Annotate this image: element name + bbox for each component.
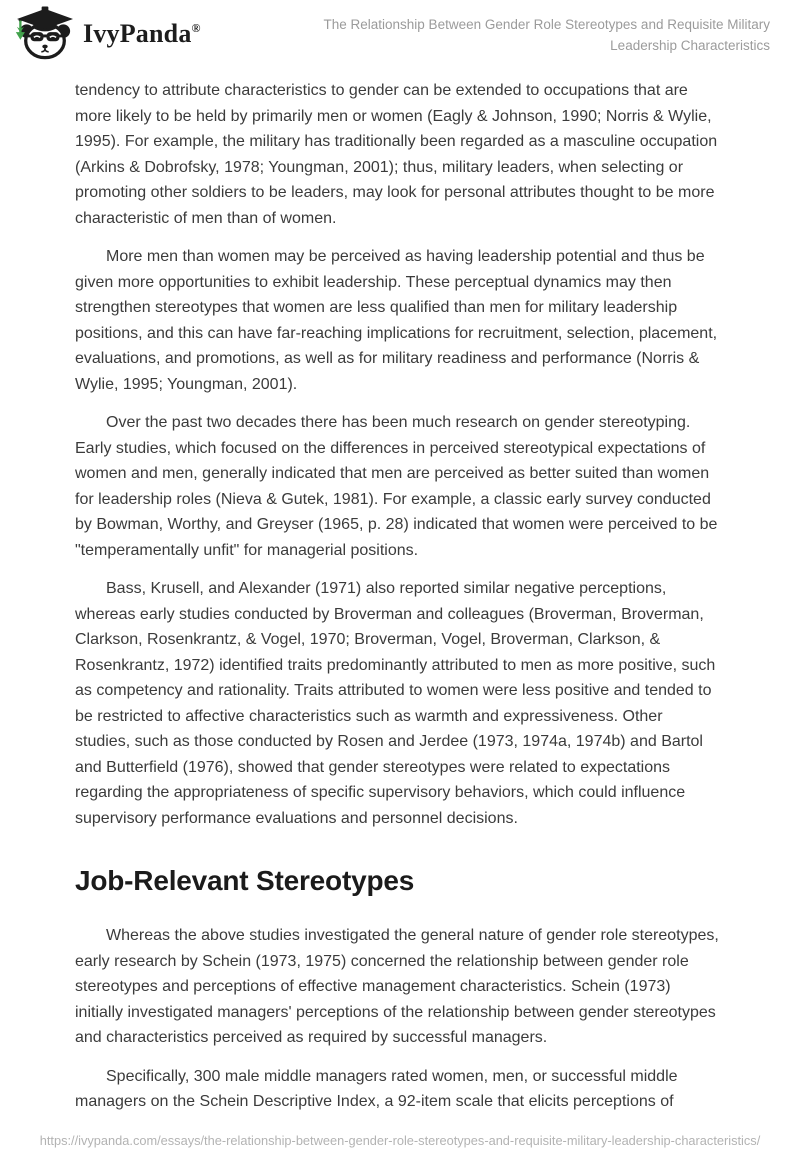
- brand-name-text: IvyPanda: [83, 19, 192, 48]
- paragraph: Specifically, 300 male middle managers rated women, men, or successful middle managers on the Schein Descriptive Index, a 92-item scale that elicits perceptions of: [75, 1067, 678, 1110]
- paragraph: tendency to attribute characteristics to gender can be extended to occupations that are more likely to be held by primarily men or women (Eagly & Johnson, 1990; Norris & Wylie, 1995). For example, the military has traditionally been regarded as a masculine occupation (Arkins & Dobrofsky, 1978; Youngman, 2001); thus, military leaders, when selecting or promoting other soldiers to be leaders, may look for personal attributes thought to be more characteristic of men than of women.: [75, 82, 718, 227]
- section-heading: Job-Relevant Stereotypes: [75, 865, 415, 896]
- paragraph: Bass, Krusell, and Alexander (1971) also reported similar negative perceptions, whereas early studies conducted by Broverman and colleagues (Broverman, Broverman, Clarkson, Rosenkrantz, & Vogel, 1970; Broverman, Vogel, Broverman, Clarkson, & Rosenkrantz, 1972) identified traits predominantly attributed to men as more positive, such as competency and rationality. Traits attributed to women were less positive and tended to be restricted to affective characteristics such as warmth and expressiveness. Other studies, such as those conducted by Rosen and Jerdee (1973, 1974a, 1974b) and Bartol and Butterfield (1976), showed that gender stereotypes were related to expectations regarding the appropriateness of specific supervisory behaviors, which could influence supervisory performance evaluations and personnel decisions.: [75, 580, 716, 827]
- page-header: [0, 0, 800, 62]
- paragraph: More men than women may be perceived as having leadership potential and thus be given more opportunities to exhibit leadership. These perceptual dynamics may then strengthen stereotypes that women are less qualified than men for military leadership positions, and this can have far-reaching implications for recruitment, selection, placement, evaluations, and promotions, as well as for military readiness and performance (Norris & Wylie, 1995; Youngman, 2001).: [75, 248, 718, 393]
- registered-trademark: ®: [191, 21, 201, 35]
- panda-graduate-icon: [14, 6, 76, 62]
- brand-logo: [14, 6, 201, 62]
- paragraph: Over the past two decades there has been much research on gender stereotyping. Early studies, which focused on the differences in perceived stereotypical expectations of women and men, generally indicated that men are perceived as better suited than women for leadership roles (Nieva & Gutek, 1981). For example, a classic early survey conducted by Bowman, Worthy, and Greyser (1965, p. 28) indicated that women were perceived to be "temperamentally unfit" for managerial positions.: [75, 414, 718, 559]
- page-footer: [0, 1133, 800, 1148]
- source-url: https://ivypanda.com/essays/the-relationship-between-gender-role-stereotypes-and-requisite-military-leadership-characteristics/: [39, 1133, 761, 1148]
- paragraph: Whereas the above studies investigated the general nature of gender role stereotypes, early research by Schein (1973, 1975) concerned the relationship between gender role stereotypes and perceptions of effective management characteristics. Schein (1973) initially investigated managers' perceptions of the relationship between gender stereotypes and characteristics perceived as required by successful managers.: [75, 927, 719, 1046]
- brand-wordmark: [83, 19, 201, 49]
- document-title: The Relationship Between Gender Role Stereotypes and Requisite Military Leadership Characteristics: [323, 17, 770, 53]
- essay-body: [75, 78, 720, 1115]
